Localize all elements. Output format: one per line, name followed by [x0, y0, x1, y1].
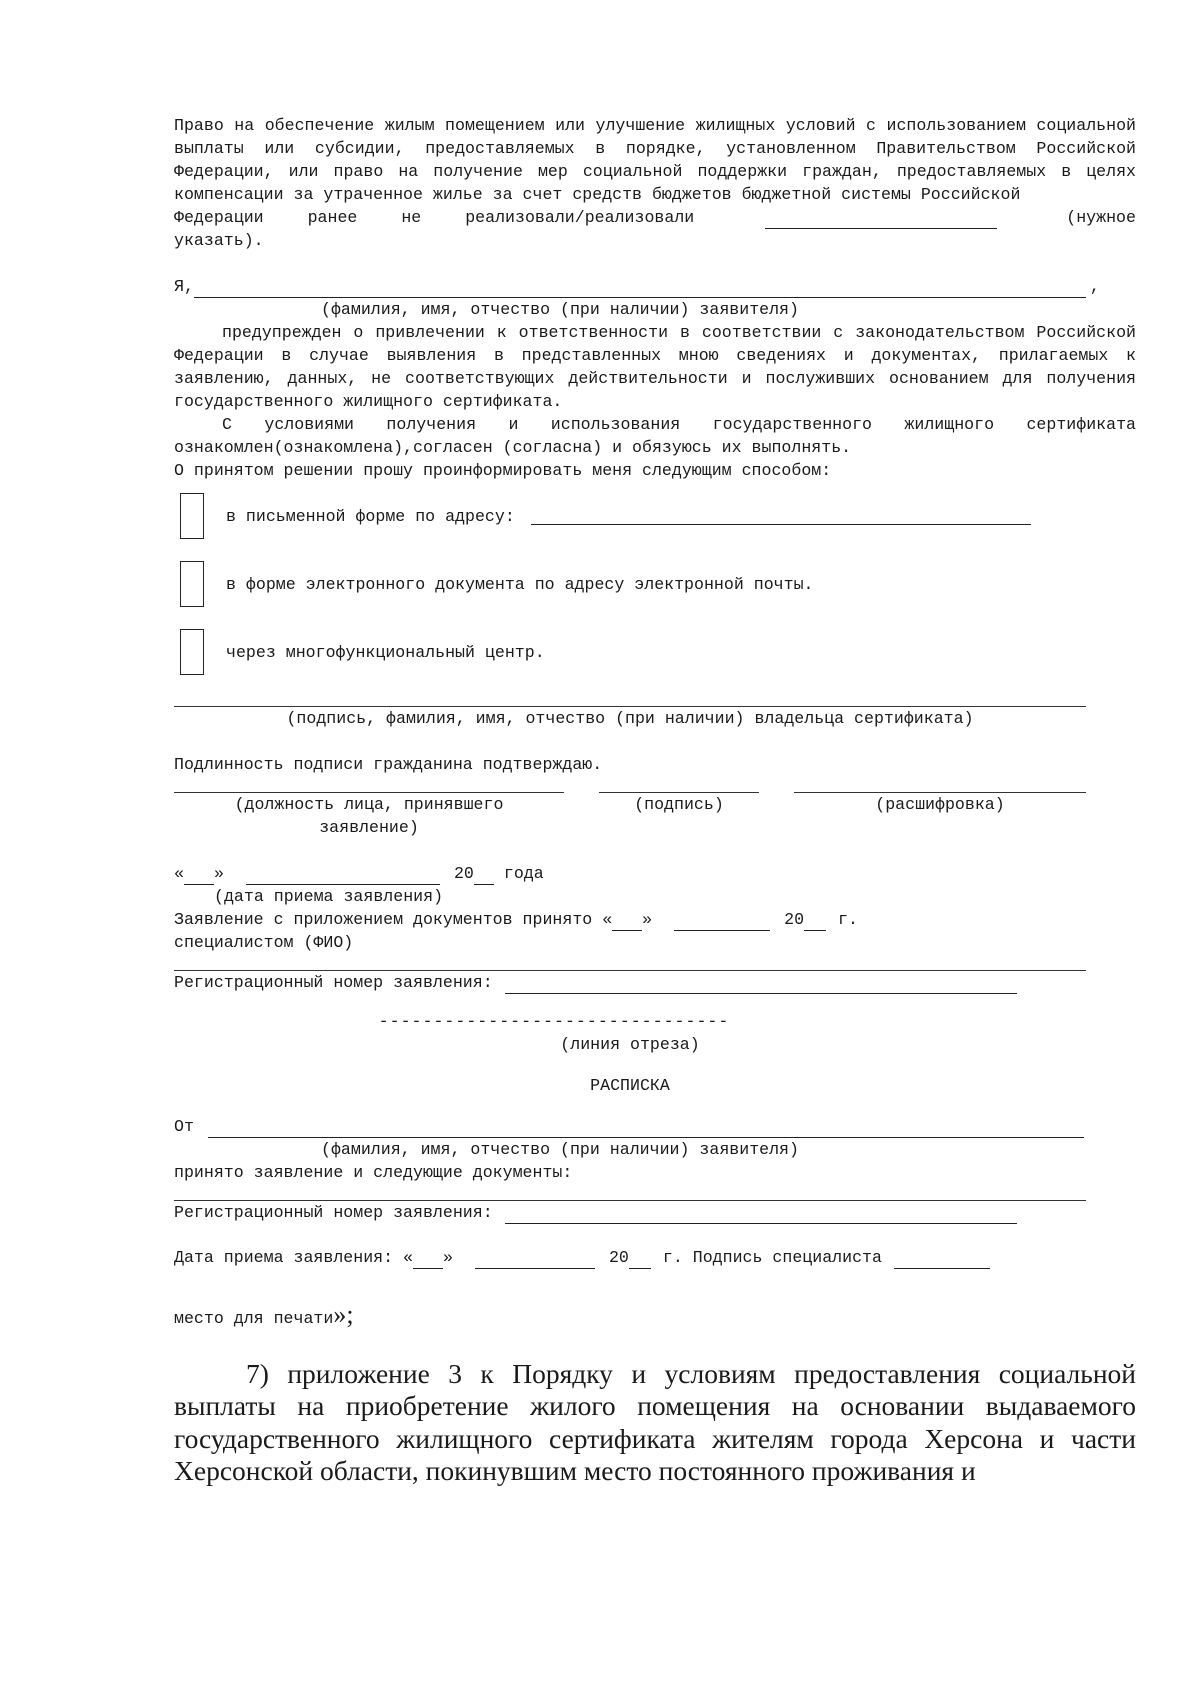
- stamp-quote: »;: [333, 1300, 354, 1329]
- receipt-year: 20: [608, 1248, 629, 1267]
- date-day-blank[interactable]: [184, 867, 214, 885]
- position-caption-1: (должность лица, принявшего: [234, 795, 504, 814]
- authenticity-text: Подлинность подписи гражданина подтверждаю.: [174, 755, 603, 774]
- inform-text: О принятом решении прошу проинформировать меня следующим способом:: [174, 461, 832, 480]
- accepted-year: 20: [784, 910, 805, 929]
- sign-line[interactable]: [599, 782, 759, 793]
- date-month-blank[interactable]: [246, 867, 440, 885]
- checkbox-mfc[interactable]: [180, 629, 204, 675]
- realized-blank[interactable]: [765, 211, 997, 229]
- mail-address-blank[interactable]: [531, 507, 1031, 525]
- accepted-g: г.: [838, 910, 858, 929]
- accepted-text: Заявление с приложением документов принято «: [174, 910, 613, 929]
- ya-comma: ,: [1089, 277, 1100, 296]
- accepted-docs-text: принято заявление и следующие документы:: [174, 1163, 573, 1182]
- position-caption: [174, 793, 564, 839]
- rights-paragraph: Право на обеспечение жилым помещением или улучшение жилищных условий с использованием социальной выплаты или субсидии, предоставляемых в порядке, установленном Правительством Российской Федерации, или право на получение мер социальной поддержки граждан, предоставляемых в целях компенсации за утраченное жилье за счет средств бюджетов бюджетной системы Российской: [174, 116, 1136, 204]
- reg-number-label-2: Регистрационный номер заявления:: [174, 1203, 493, 1222]
- receipt-quote-close: »: [443, 1248, 453, 1267]
- from-label: От: [174, 1117, 194, 1136]
- reg-number-line: [174, 971, 1136, 994]
- receipt-sign-blank[interactable]: [894, 1251, 990, 1269]
- warning-paragraph: предупрежден о привлечении к ответственности в соответствии с законодательством Российской Федерации в случае выявления в представленных мною сведениях и документах, прилагаемых к заявлению, данных, не соответствующих действительности и послуживших основанием для получения государственного жилищного сертификата.: [174, 323, 1136, 411]
- rights-tail-line: [174, 206, 1136, 229]
- accepted-day-blank[interactable]: [612, 913, 642, 931]
- reg-number-blank[interactable]: [505, 976, 1017, 994]
- sign-caption: (подпись): [634, 795, 724, 814]
- reg-number-blank-2[interactable]: [505, 1206, 1017, 1224]
- applicant-caption: (фамилия, имя, отчество (при наличии) заявителя): [321, 300, 799, 319]
- date-caption: (дата приема заявления): [214, 887, 444, 906]
- owner-signature-line[interactable]: [174, 686, 1086, 707]
- date-year-blank[interactable]: [474, 867, 494, 885]
- option-mfc: [174, 618, 1136, 686]
- specialist-line[interactable]: [174, 954, 1086, 971]
- accepted-quote-close: »: [642, 910, 653, 929]
- receipt-title: РАСПИСКА: [590, 1076, 670, 1095]
- option-mfc-label: через многофункциональный центр.: [226, 642, 545, 662]
- position-caption-2: заявление): [319, 818, 419, 837]
- applicant-line: [174, 275, 1136, 298]
- receipt-date-line: [174, 1246, 1136, 1269]
- reg-number-line-2: [174, 1201, 1136, 1224]
- docs-line[interactable]: [174, 1184, 1086, 1201]
- cut-line: --------------------------------: [378, 1012, 730, 1031]
- from-line: [174, 1115, 1136, 1138]
- receipt-day-blank[interactable]: [413, 1251, 443, 1269]
- item-7-paragraph: [174, 1358, 1136, 1488]
- stamp-line: [174, 1299, 1136, 1332]
- decode-line[interactable]: [794, 782, 1086, 793]
- rights-tail-text: Федерации ранее не реализовали/реализовали: [174, 208, 695, 227]
- date-quote-close: »: [213, 864, 224, 883]
- date-line: [174, 862, 1136, 885]
- option-email-label: в форме электронного документа по адресу электронной почты.: [226, 574, 814, 594]
- receipt-date-label: Дата приема заявления: «: [174, 1248, 413, 1267]
- checkbox-email[interactable]: [180, 561, 204, 607]
- form-page: [174, 114, 1136, 1488]
- cut-caption: (линия отреза): [560, 1035, 700, 1054]
- applicant-name-blank[interactable]: [194, 280, 1086, 298]
- checkbox-mail[interactable]: [180, 493, 204, 539]
- accepted-month-blank[interactable]: [674, 913, 770, 931]
- accepted-year-blank[interactable]: [804, 913, 826, 931]
- rights-tail-end: (нужное: [1066, 208, 1136, 227]
- stamp-place: место для печати: [174, 1309, 334, 1328]
- verifier-lines: [174, 782, 1086, 793]
- receipt-year-blank[interactable]: [629, 1251, 651, 1269]
- from-name-blank[interactable]: [208, 1120, 1084, 1138]
- accepted-line: [174, 908, 1136, 931]
- conditions-paragraph: С условиями получения и использования государственного жилищного сертификата ознакомлен(ознакомлена),согласен (согласна) и обязуюсь их выполнять.: [174, 415, 1136, 457]
- reg-number-label: Регистрационный номер заявления:: [174, 973, 493, 992]
- item-7-text: 7) приложение 3 к Порядку и условиям предоставления социальной выплаты на приобретение жилого помещения на основании выдаваемого государственного жилищного сертификата жителям города Херсона и части Херсонской области, покинувшим место постоянного проживания и: [174, 1357, 1136, 1486]
- rights-last-line: указать).: [174, 231, 264, 250]
- specialist-text: специалистом (ФИО): [174, 933, 354, 952]
- option-mail-label: в письменной форме по адресу:: [226, 506, 515, 526]
- decode-caption: (расшифровка): [875, 795, 1005, 814]
- receipt-sign-label: г. Подпись специалиста: [662, 1248, 882, 1267]
- verifier-captions: [174, 793, 1086, 839]
- receipt-month-blank[interactable]: [475, 1251, 595, 1269]
- from-caption: (фамилия, имя, отчество (при наличии) заявителя): [321, 1140, 799, 1159]
- owner-signature-caption: (подпись, фамилия, имя, отчество (при наличии) владельца сертификата): [286, 709, 974, 728]
- ya-label: Я,: [174, 277, 194, 296]
- date-quote-open: «: [174, 864, 184, 883]
- date-year: 20: [453, 864, 474, 883]
- option-mail: [174, 482, 1136, 550]
- option-email: [174, 550, 1136, 618]
- position-line[interactable]: [174, 782, 564, 793]
- date-goda: года: [503, 864, 544, 883]
